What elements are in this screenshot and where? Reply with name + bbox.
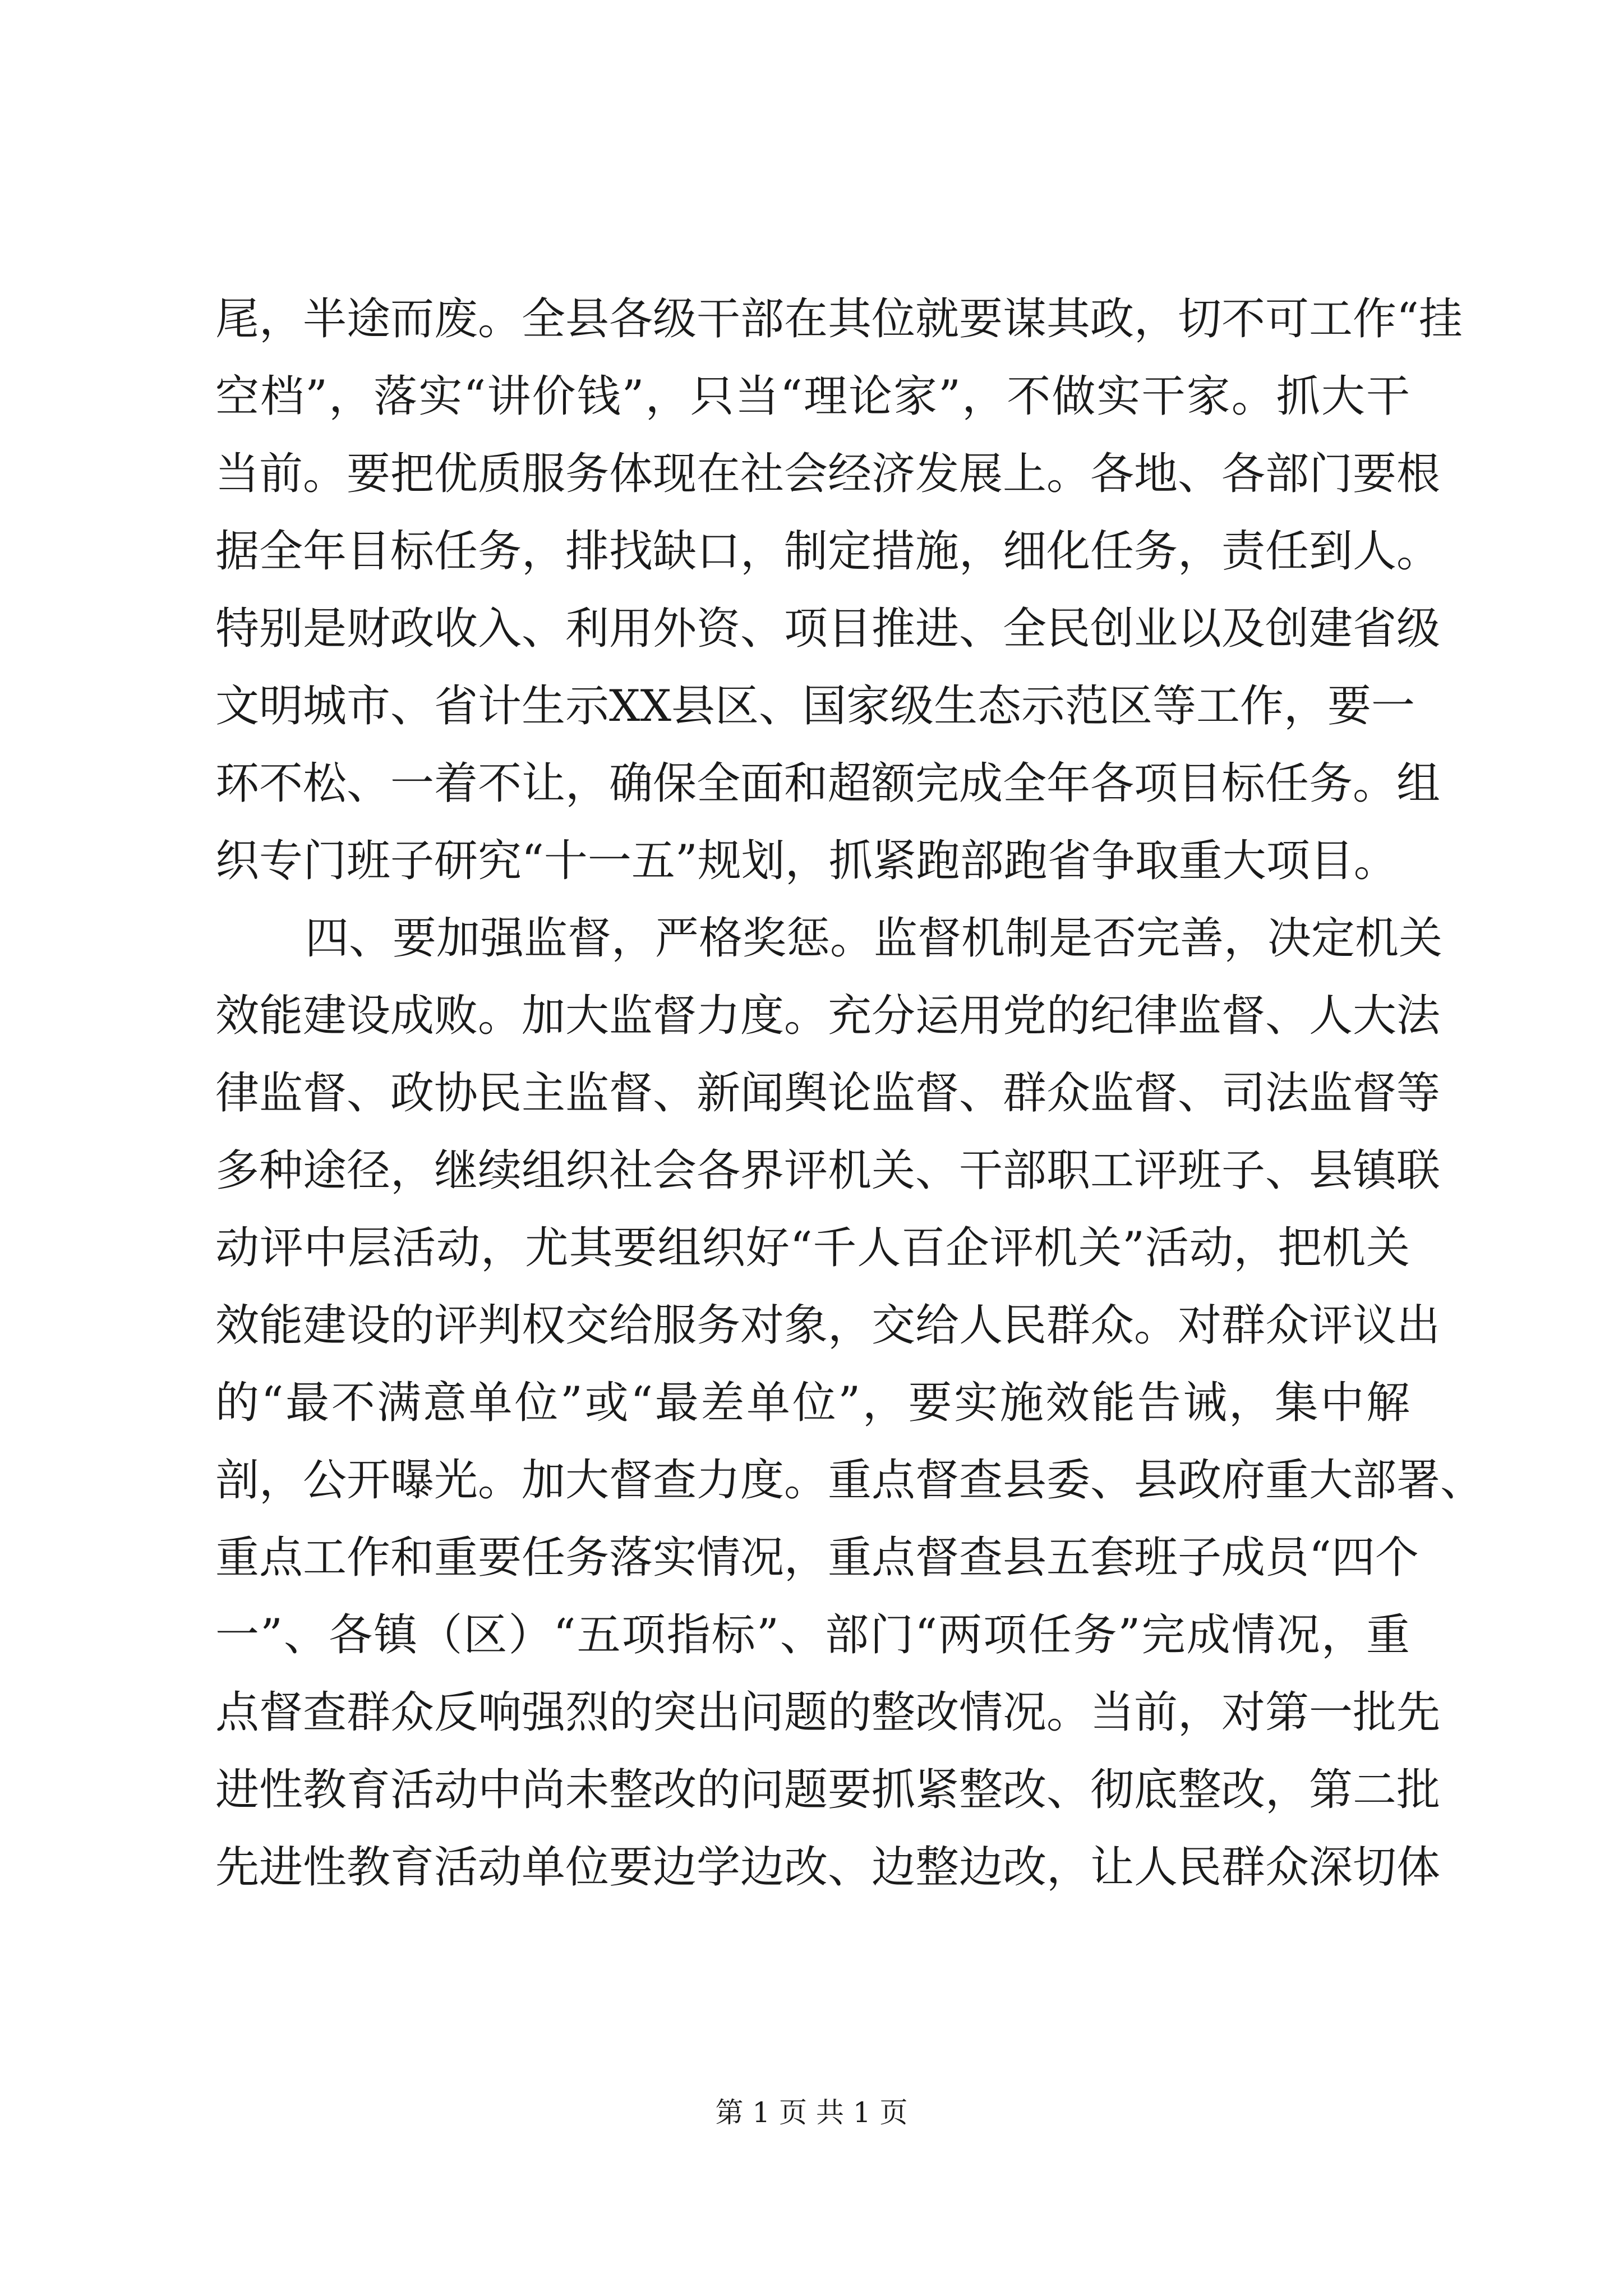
text-line: 环不松、一着不让，确保全面和超额完成全年各项目标任务。组 — [215, 758, 1441, 809]
text-line: 律监督、政协民主监督、新闻舆论监督、群众监督、司法监督等 — [215, 1068, 1441, 1119]
body-text — [215, 280, 1484, 1906]
text-line: 当前。要把优质服务体现在社会经济发展上。各地、各部门要根 — [215, 449, 1441, 499]
text-line: 空档”，落实“讲价钱”，只当“理论家”，不做实干家。抓大干 — [215, 371, 1410, 422]
text-line: 尾，半途而废。全县各级干部在其位就要谋其政，切不可工作“挂 — [215, 294, 1463, 344]
text-line: 剖，公开曝光。加大督查力度。重点督查县委、县政府重大部署、 — [215, 1455, 1484, 1506]
text-line: 据全年目标任务，排找缺口，制定措施，细化任务，责任到人。 — [215, 526, 1441, 577]
text-line: 织专门班子研究“十一五”规划，抓紧跑部跑省争取重大项目。 — [215, 836, 1398, 886]
text-line: 点督查群众反响强烈的突出问题的整改情况。当前，对第一批先 — [215, 1687, 1441, 1738]
text-line: 重点工作和重要任务落实情况，重点督查县五套班子成员“四个 — [215, 1533, 1419, 1583]
paragraph-start-line: 四、要加强监督，严格奖惩。监督机制是否完善，决定机关 — [305, 913, 1443, 964]
text-line: 多种途径，继续组织社会各界评机关、干部职工评班子、县镇联 — [215, 1145, 1441, 1196]
page-number: 第 1 页 共 1 页 — [715, 2096, 908, 2129]
text-line: 特别是财政收入、利用外资、项目推进、全民创业以及创建省级 — [215, 604, 1441, 654]
text-line: 效能建设的评判权交给服务对象，交给人民群众。对群众评议出 — [215, 1300, 1441, 1351]
text-line: 先进性教育活动单位要边学边改、边整边改，让人民群众深切体 — [215, 1842, 1441, 1893]
page-footer — [0, 2090, 1623, 2131]
text-line: 一”、各镇（区）“五项指标”、部门“两项任务”完成情况，重 — [215, 1610, 1410, 1660]
text-line: 效能建设成败。加大监督力度。充分运用党的纪律监督、人大法 — [215, 991, 1441, 1041]
text-line: 动评中层活动，尤其要组织好“千人百企评机关”活动，把机关 — [215, 1223, 1410, 1273]
text-line: 文明城市、省计生示XX县区、国家级生态示范区等工作，要一 — [215, 681, 1415, 731]
text-line: 进性教育活动中尚未整改的问题要抓紧整改、彻底整改，第二批 — [215, 1765, 1441, 1815]
text-line: 的“最不满意单位”或“最差单位”，要实施效能告诫，集中解 — [215, 1378, 1410, 1428]
